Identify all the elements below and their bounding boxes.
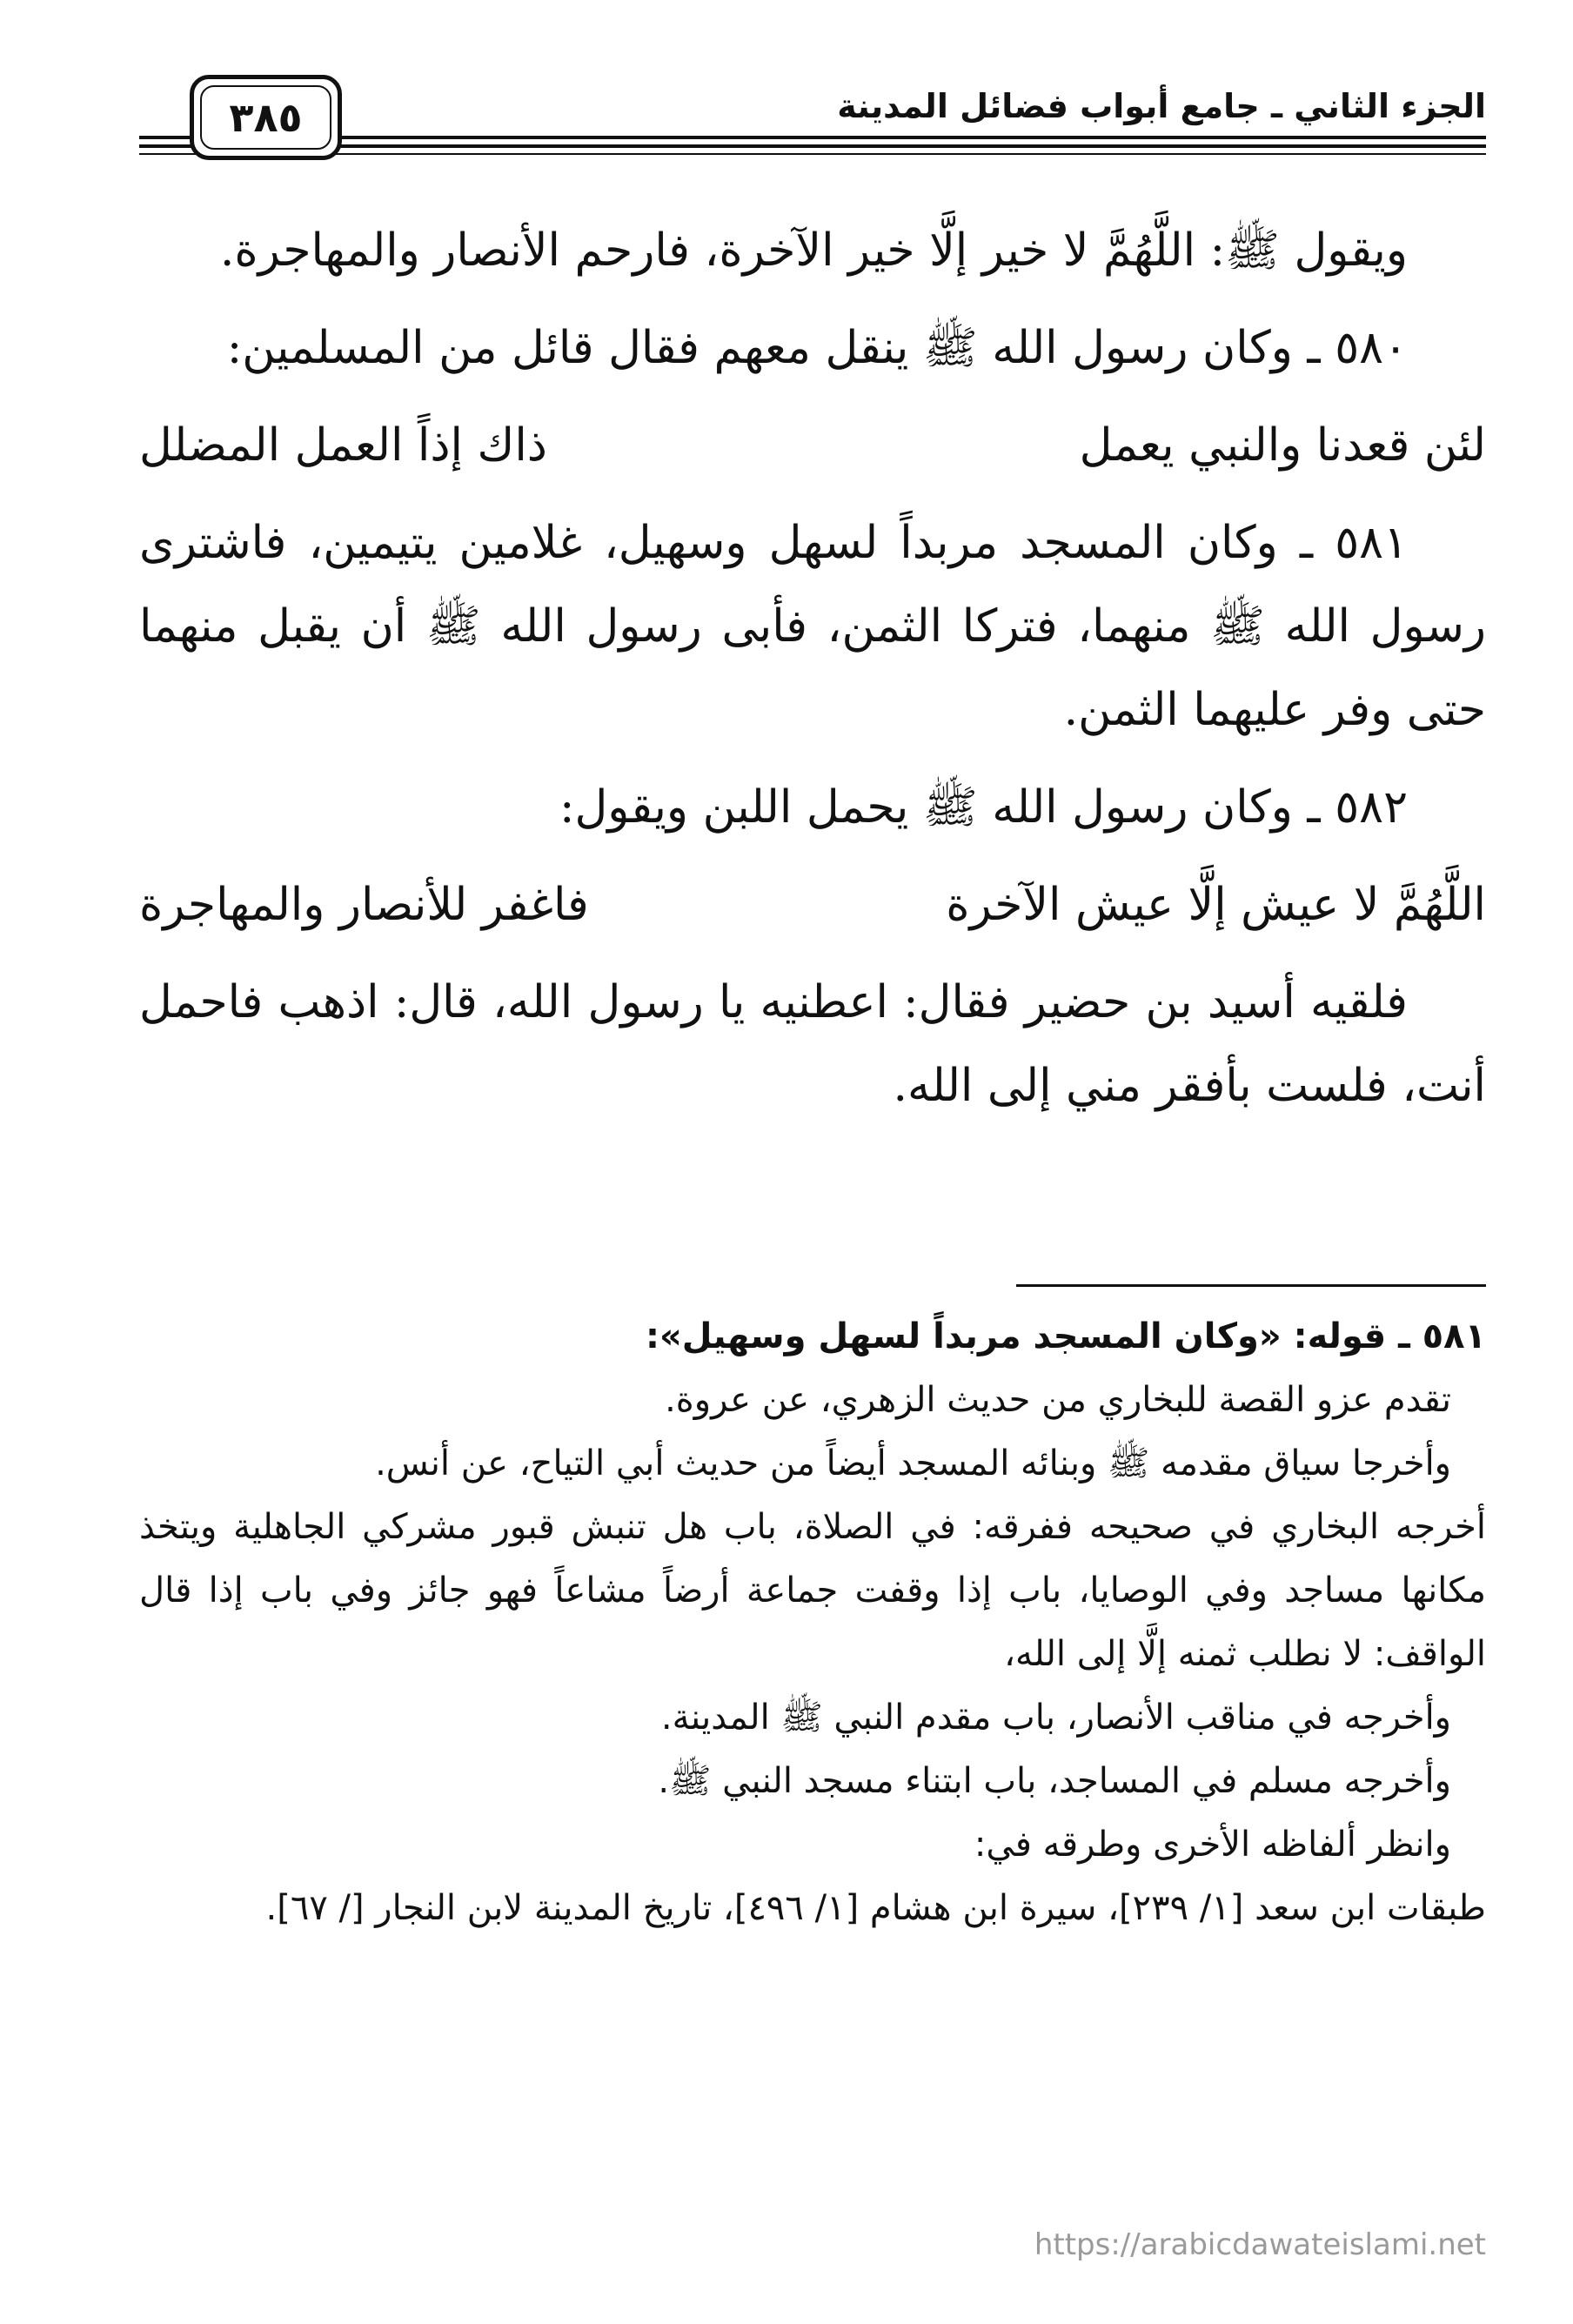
footnote-heading: ٥٨١ ـ قوله: «وكان المسجد مربداً لسهل وسهيل»: (645, 1316, 1486, 1356)
paragraph-582: ٥٨٢ ـ وكان رسول الله ﷺ يحمل اللبن ويقول: (559, 781, 1408, 834)
paragraph-580: ٥٨٠ ـ وكان رسول الله ﷺ ينقل معهم فقال قائل من المسلمين: (226, 322, 1408, 374)
footnote-line: وأخرجه في مناقب الأنصار، باب مقدم النبي ﷺ المدينة. (660, 1698, 1451, 1738)
paragraph: فلقيه أسيد بن حضير فقال: اعطنيه يا رسول الله، قال: اذهب فاحمل أنت، فلست بأفقر مني إلى الله. (139, 976, 1486, 1112)
poetry-verse (139, 404, 1486, 487)
footnote-line: وانظر ألفاظه الأخرى وطرقه في: (974, 1825, 1451, 1865)
paragraph: ويقول ﷺ: اللَّهُمَّ لا خير إلَّا خير الآخرة، فارحم الأنصار والمهاجرة. (219, 224, 1408, 277)
verse-hemistich-second: ذاك إذاً العمل المضلل (139, 419, 547, 472)
footnote-line: تقدم عزو القصة للبخاري من حديث الزهري، عن عروة. (665, 1380, 1451, 1420)
verse-hemistich-second: فاغفر للأنصار والمهاجرة (139, 879, 589, 931)
main-text (139, 209, 1486, 1142)
running-header-title: الجزء الثاني ـ جامع أبواب فضائل المدينة (837, 87, 1486, 125)
page-number-badge: ٣٨٥ (190, 75, 342, 160)
footnote-line: وأخرجه مسلم في المساجد، باب ابتناء مسجد النبي ﷺ. (658, 1761, 1451, 1801)
footnote-line: طبقات ابن سعد [١/ ٢٣٩]، سيرة ابن هشام [١/ ٤٩٦]، تاريخ المدينة لابن النجار [/ ٦٧]. (265, 1888, 1486, 1928)
watermark-url: https://arabicdawateislami.net (1034, 2227, 1486, 2262)
footnote-separator (1016, 1284, 1486, 1287)
footnote-line: أخرجه البخاري في صحيحه ففرقه: في الصلاة، باب هل تنبش قبور مشركي الجاهلية ويتخذ مكانها مساجد وفي الوصايا، باب إذا وقفت جماعة أرضاً مشاعاً فهو جائز وفي باب إذا قال الواقف: لا نطلب ثمنه إلَّا إلى الله، (139, 1507, 1486, 1674)
header-rule (139, 153, 1486, 155)
footnote-line: وأخرجا سياق مقدمه ﷺ وبنائه المسجد أيضاً من حديث أبي التياح، عن أنس. (375, 1443, 1451, 1483)
poetry-verse (139, 863, 1486, 947)
paragraph-581: ٥٨١ ـ وكان المسجد مربداً لسهل وسهيل، غلامين يتيمين، فاشترى رسول الله ﷺ منهما، فتركا الثمن، فأبى رسول الله ﷺ أن يقبل منهما حتى وفر عليهما الثمن. (139, 517, 1486, 736)
verse-hemistich-first: اللَّهُمَّ لا عيش إلَّا عيش الآخرة (946, 879, 1486, 931)
verse-hemistich-first: لئن قعدنا والنبي يعمل (1079, 419, 1486, 472)
footnotes (139, 1305, 1486, 1940)
